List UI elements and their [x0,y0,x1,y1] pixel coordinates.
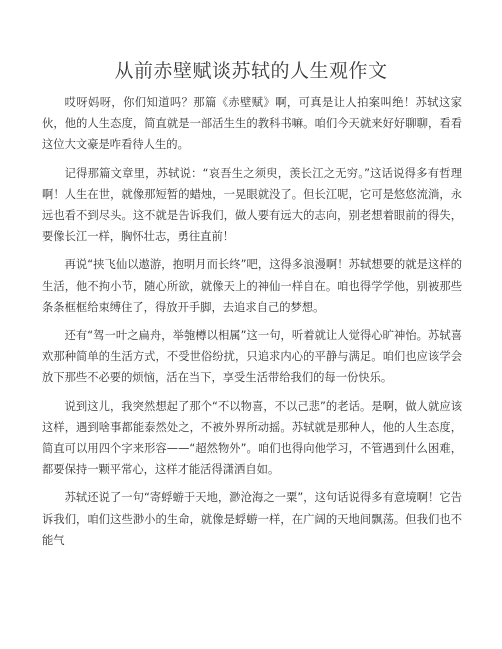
paragraph-1: 哎呀妈呀，你们知道吗？那篇《赤壁赋》啊，可真是让人拍案叫绝！苏轼这家伙，他的人生态度，简直就是一部活生生的教科书嘛。咱们今天就来好好聊聊，看看这位大文豪是咋看待人生的。 [42,96,462,152]
document-body [42,92,462,558]
paragraph-2: 记得那篇文章里，苏轼说：“哀吾生之须臾，羡长江之无穷。”这话说得多有哲理啊！人生在世，就像那短暂的蜡烛，一晃眼就没了。但长江呢，它可是悠悠流淌，永远也看不到尽头。这不就是告诉我们，做人要有远大的志向，别老想着眼前的得失，要像长江一样，胸怀壮志，勇往直前！ [42,166,462,244]
paragraph-5: 说到这儿，我突然想起了那个“不以物喜，不以己悲”的老话。是啊，做人就应该这样，遇到啥事都能泰然处之，不被外界所动摇。苏轼就是那种人，他的人生态度，简直可以用四个字来形容——“超然物外”。咱们也得向他学习，不管遇到什么困难，都要保持一颗平常心，这样才能活得潇洒自如。 [42,399,462,477]
paragraph-6: 苏轼还说了一句“寄蜉蝣于天地，渺沧海之一粟”，这句话说得多有意境啊！它告诉我们，咱们这些渺小的生命，就像是蜉蝣一样，在广阔的天地间飘荡。但我们也不能气 [42,491,462,547]
paragraph-4: 还有“驾一叶之扁舟，举匏樽以相属”这一句，听着就让人觉得心旷神怡。苏轼喜欢那种简单的生活方式，不受世俗纷扰，只追求内心的平静与满足。咱们也应该学会放下那些不必要的烦恼，活在当下，享受生活带给我们的每一份快乐。 [42,329,462,385]
document-title: 从前赤壁赋谈苏轼的人生观作文 [114,60,388,82]
paragraph-3: 再说“挟飞仙以遨游，抱明月而长终”吧，这得多浪漫啊！苏轼想要的就是这样的生活，他不拘小节，随心所欲，就像天上的神仙一样自在。咱也得学学他，别被那些条条框框给束缚住了，得放开手脚，去追求自己的梦想。 [42,258,462,314]
